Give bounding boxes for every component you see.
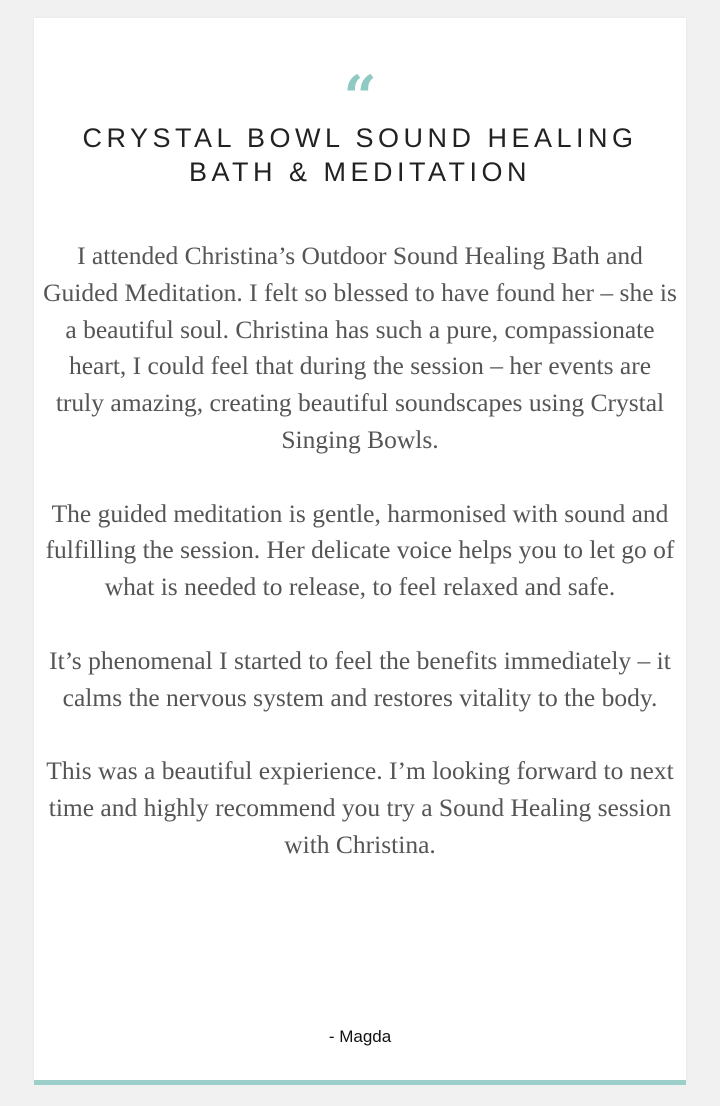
quote-mark-icon: “ <box>343 63 377 131</box>
testimonial-paragraph: This was a beautiful expierience. I’m looking forward to next time and highly recommend you try a Sound Healing session with Christina. <box>46 756 674 859</box>
testimonial-body <box>42 238 678 900</box>
testimonial-paragraph: It’s phenomenal I started to feel the benefits immediately – it calms the nervous system and restores vitality to the body. <box>49 645 671 712</box>
testimonial-title: CRYSTAL BOWL SOUND HEALING BATH & MEDITATION <box>82 123 638 187</box>
testimonial-card <box>34 18 686 1080</box>
testimonial-paragraph: I attended Christina’s Outdoor Sound Healing Bath and Guided Meditation. I felt so blessed to have found her – she is a beautiful soul. Christina has such a pure, compassionate heart, I could feel that during the session – her events are truly amazing, creating beautiful soundscapes using Crystal Singing Bowls. <box>43 241 677 454</box>
testimonial-attribution: - Magda <box>328 1027 392 1046</box>
testimonial-paragraph: The guided meditation is gentle, harmonised with sound and fulfilling the session. Her delicate voice helps you to let go of what is needed to release, to feel relaxed and safe. <box>45 498 675 602</box>
card-accent-bar <box>34 1080 686 1085</box>
